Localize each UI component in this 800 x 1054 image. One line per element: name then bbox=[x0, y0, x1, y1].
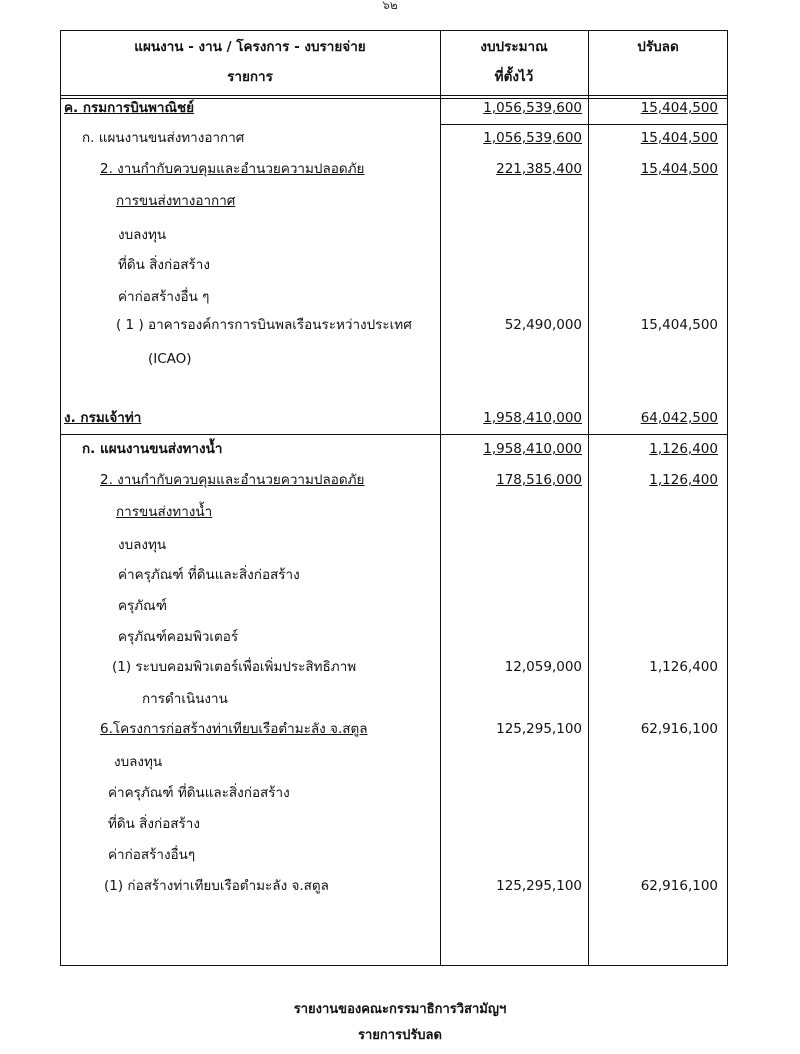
row-adjust: 15,404,500 bbox=[640, 130, 718, 146]
table-row bbox=[0, 809, 800, 839]
row-adjust: 1,126,400 bbox=[649, 472, 718, 488]
row-label-item-cont: การดำเนินงาน bbox=[142, 691, 228, 707]
row-label-category: ค่าครุภัณฑ์ ที่ดินและสิ่งก่อสร้าง bbox=[108, 785, 290, 801]
row-adjust: 1,126,400 bbox=[649, 659, 718, 675]
table-row bbox=[0, 871, 800, 901]
row-budget: 1,958,410,000 bbox=[483, 410, 582, 426]
row-adjust: 15,404,500 bbox=[640, 161, 718, 177]
table-row bbox=[0, 250, 800, 280]
row-label-subcategory: ที่ดิน สิ่งก่อสร้าง bbox=[108, 816, 200, 832]
table-row bbox=[0, 684, 800, 714]
footer-report-subtitle: รายการปรับลด bbox=[358, 1028, 442, 1043]
row-label-subcategory: ครุภัณฑ์ bbox=[118, 598, 167, 614]
row-label-task: 2. งานกำกับควบคุมและอำนวยความปลอดภัย bbox=[100, 161, 365, 177]
row-label-item: ( 1 ) อาคารองค์การการบินพลเรือนระหว่างประเทศ bbox=[116, 317, 412, 333]
row-label-item-cont: (ICAO) bbox=[148, 351, 192, 367]
row-label-item: (1) ก่อสร้างท่าเทียบเรือตำมะลัง จ.สตูล bbox=[104, 878, 329, 894]
row-adjust: 64,042,500 bbox=[640, 410, 718, 426]
table-row bbox=[0, 434, 800, 464]
table-row bbox=[0, 282, 800, 312]
table-row bbox=[0, 403, 800, 433]
row-label-subcategory: ค่าก่อสร้างอื่น ๆ bbox=[118, 289, 210, 305]
header-item: รายการ bbox=[227, 69, 273, 85]
row-label-department: ง. กรมเจ้าท่า bbox=[64, 410, 142, 426]
table-row bbox=[0, 220, 800, 250]
table-row bbox=[0, 154, 800, 184]
table-row bbox=[0, 530, 800, 560]
row-adjust: 1,126,400 bbox=[649, 441, 718, 457]
row-label-item: (1) ระบบคอมพิวเตอร์เพื่อเพิ่มประสิทธิภาพ bbox=[112, 659, 357, 675]
table-row bbox=[0, 465, 800, 495]
page-number: ๖๒ bbox=[382, 0, 398, 12]
row-label-subcategory: ครุภัณฑ์คอมพิวเตอร์ bbox=[118, 629, 239, 645]
table-row bbox=[0, 747, 800, 777]
row-label-expense: งบลงทุน bbox=[114, 754, 163, 770]
row-label-plan: ก. แผนงานขนส่งทางอากาศ bbox=[82, 130, 245, 146]
row-label-expense: งบลงทุน bbox=[118, 227, 167, 243]
row-budget: 52,490,000 bbox=[504, 317, 582, 333]
header-budget-set: ที่ตั้งไว้ bbox=[494, 69, 534, 85]
header-plan-task: แผนงาน - งาน / โครงการ - งบรายจ่าย bbox=[134, 39, 366, 55]
row-label-task-cont: การขนส่งทางอากาศ bbox=[116, 193, 236, 209]
header-budget: งบประมาณ bbox=[480, 39, 548, 55]
row-budget: 221,385,400 bbox=[496, 161, 582, 177]
row-budget: 125,295,100 bbox=[496, 878, 582, 894]
table-row bbox=[0, 310, 800, 340]
row-budget: 1,056,539,600 bbox=[483, 130, 582, 146]
table-row bbox=[0, 652, 800, 682]
header-adjust: ปรับลด bbox=[637, 39, 679, 55]
row-adjust: 62,916,100 bbox=[640, 721, 718, 737]
table-row bbox=[0, 591, 800, 621]
row-label-category: ที่ดิน สิ่งก่อสร้าง bbox=[118, 257, 210, 273]
table-row bbox=[0, 840, 800, 870]
table-row bbox=[0, 714, 800, 744]
row-label-category: ค่าครุภัณฑ์ ที่ดินและสิ่งก่อสร้าง bbox=[118, 567, 300, 583]
table-row bbox=[0, 93, 800, 123]
row-budget: 12,059,000 bbox=[504, 659, 582, 675]
row-label-department: ค. กรมการบินพาณิชย์ bbox=[64, 100, 195, 116]
row-budget: 1,958,410,000 bbox=[483, 441, 582, 457]
table-row bbox=[0, 186, 800, 216]
table-row bbox=[0, 560, 800, 590]
row-adjust: 15,404,500 bbox=[640, 317, 718, 333]
row-label-plan: ก. แผนงานขนส่งทางน้ำ bbox=[82, 441, 223, 457]
row-budget: 1,056,539,600 bbox=[483, 100, 582, 116]
table-row bbox=[0, 778, 800, 808]
table-row bbox=[0, 497, 800, 527]
row-adjust: 62,916,100 bbox=[640, 878, 718, 894]
row-label-expense: งบลงทุน bbox=[118, 537, 167, 553]
row-label-task-cont: การขนส่งทางน้ำ bbox=[116, 504, 213, 520]
row-label-task: 2. งานกำกับควบคุมและอำนวยความปลอดภัย bbox=[100, 472, 365, 488]
footer-report-title: รายงานของคณะกรรมาธิการวิสามัญฯ bbox=[293, 1002, 507, 1017]
row-budget: 178,516,000 bbox=[496, 472, 582, 488]
row-adjust: 15,404,500 bbox=[640, 100, 718, 116]
row-label-project: 6.โครงการก่อสร้างท่าเทียบเรือตำมะลัง จ.สตูล bbox=[100, 721, 368, 737]
row-label-subcategory: ค่าก่อสร้างอื่นๆ bbox=[108, 847, 196, 863]
table-row bbox=[0, 344, 800, 374]
table-row bbox=[0, 622, 800, 652]
row-budget: 125,295,100 bbox=[496, 721, 582, 737]
table-row bbox=[0, 123, 800, 153]
